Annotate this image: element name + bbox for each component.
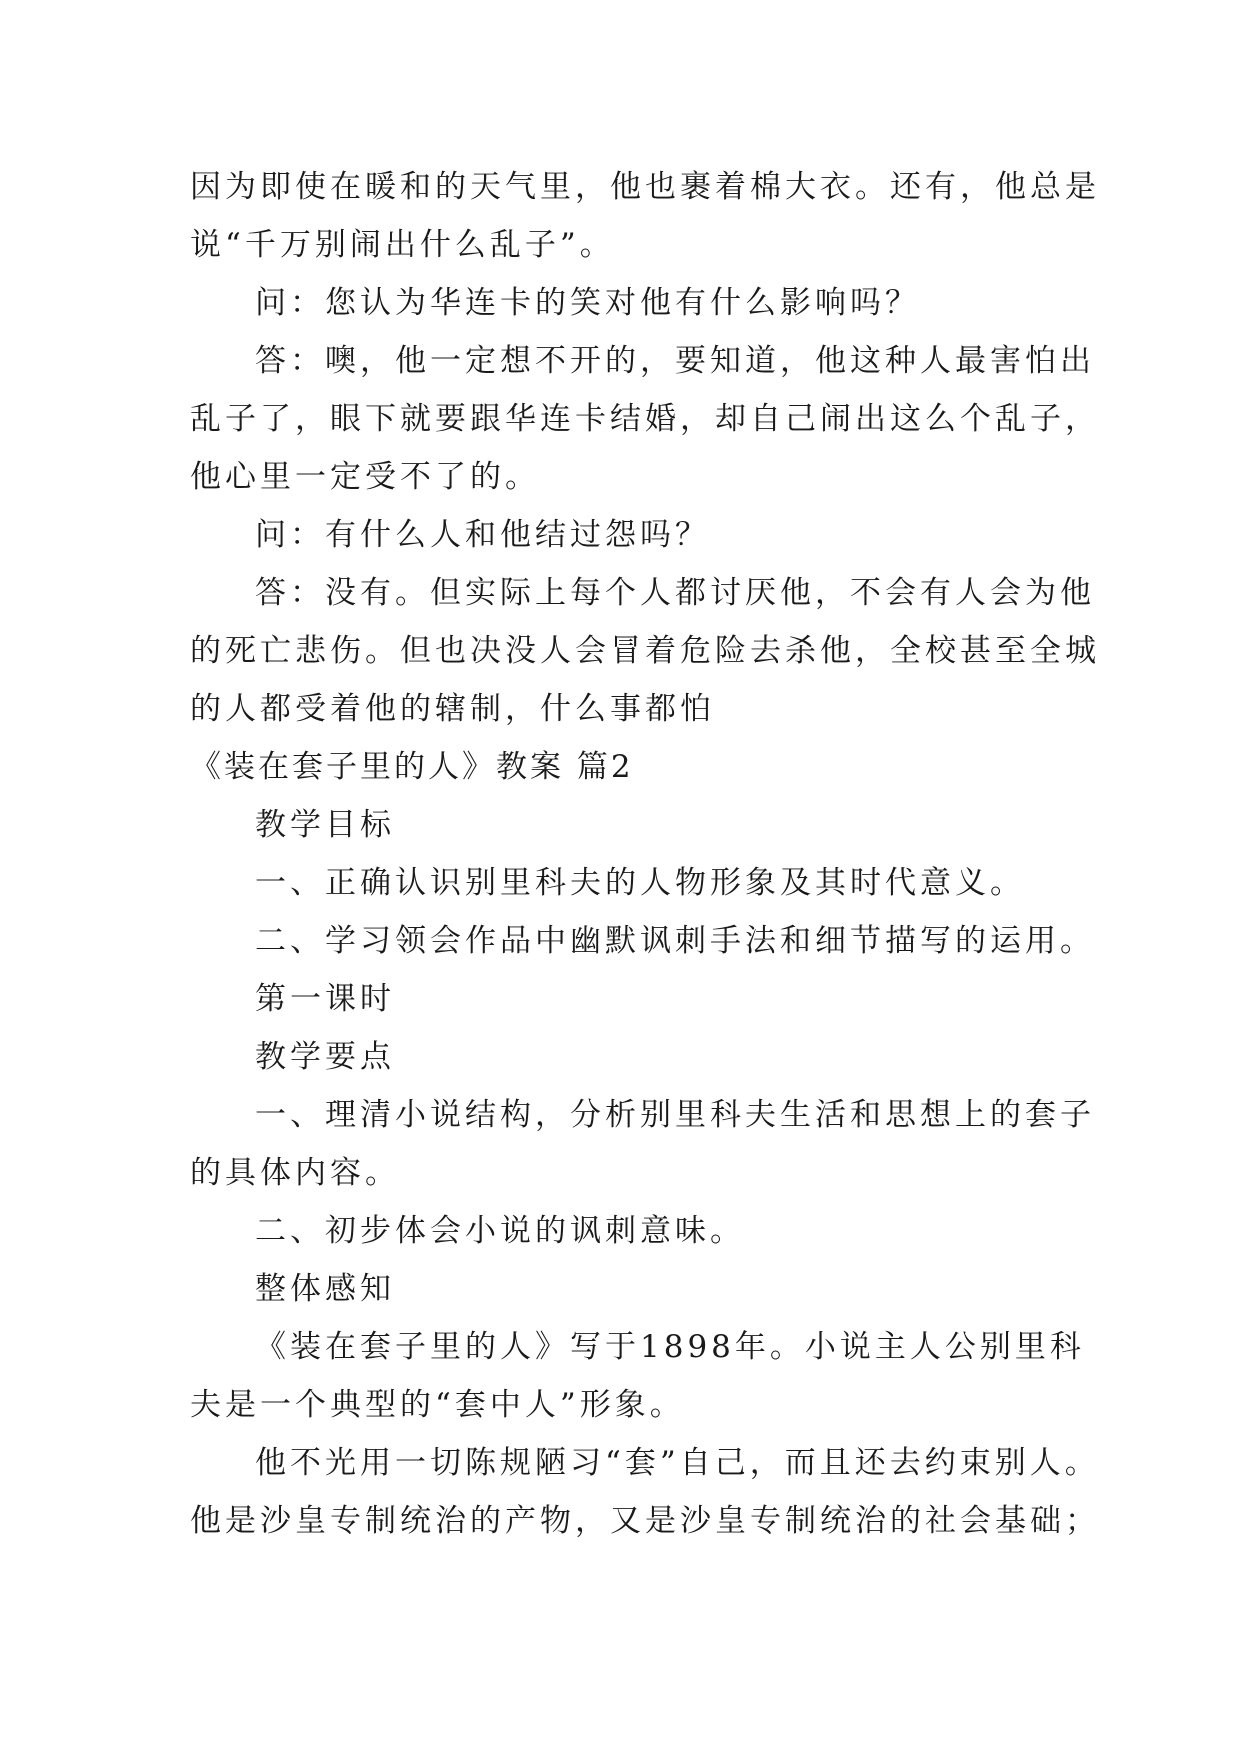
subheading: 教学目标 [255, 807, 395, 843]
answer-line: 答：没有。但实际上每个人都讨厌他，不会有人会为他 [255, 575, 1095, 611]
list-item: 一、理清小说结构，分析别里科夫生活和思想上的套子 [255, 1097, 1095, 1133]
question-line: 问：有什么人和他结过怨吗？ [255, 517, 710, 553]
paragraph-line: 他不光用一切陈规陋习“套”自己，而且还去约束别人。 [255, 1445, 1100, 1481]
list-item: 一、正确认识别里科夫的人物形象及其时代意义。 [255, 865, 1025, 901]
paragraph-line: 他心里一定受不了的。 [190, 459, 540, 495]
answer-line: 答：噢，他一定想不开的，要知道，他这种人最害怕出 [255, 343, 1095, 379]
list-item: 二、学习领会作品中幽默讽刺手法和细节描写的运用。 [255, 923, 1095, 959]
paragraph-line: 乱子了，眼下就要跟华连卡结婚，却自己闹出这么个乱子， [190, 401, 1100, 437]
document-body [190, 158, 1100, 1550]
list-item: 二、初步体会小说的讽刺意味。 [255, 1213, 745, 1249]
paragraph-line: 他是沙皇专制统治的产物，又是沙皇专制统治的社会基础； [190, 1503, 1100, 1539]
paragraph-line: 的具体内容。 [190, 1155, 400, 1191]
paragraph-line: 的死亡悲伤。但也决没人会冒着危险去杀他，全校甚至全城 [190, 633, 1100, 669]
paragraph-line: 说“千万别闹出什么乱子”。 [190, 227, 615, 263]
subheading: 整体感知 [255, 1271, 395, 1307]
paragraph-line: 的人都受着他的辖制，什么事都怕 [190, 691, 715, 727]
section-title: 《装在套子里的人》教案 篇2 [190, 749, 634, 785]
question-line: 问：您认为华连卡的笑对他有什么影响吗？ [255, 285, 920, 321]
paragraph-line: 《装在套子里的人》写于1898年。小说主人公别里科 [255, 1329, 1085, 1365]
paragraph-line: 夫是一个典型的“套中人”形象。 [190, 1387, 685, 1423]
subheading: 第一课时 [255, 981, 395, 1017]
paragraph-line: 因为即使在暖和的天气里，他也裹着棉大衣。还有，他总是 [190, 169, 1100, 205]
subheading: 教学要点 [255, 1039, 395, 1075]
